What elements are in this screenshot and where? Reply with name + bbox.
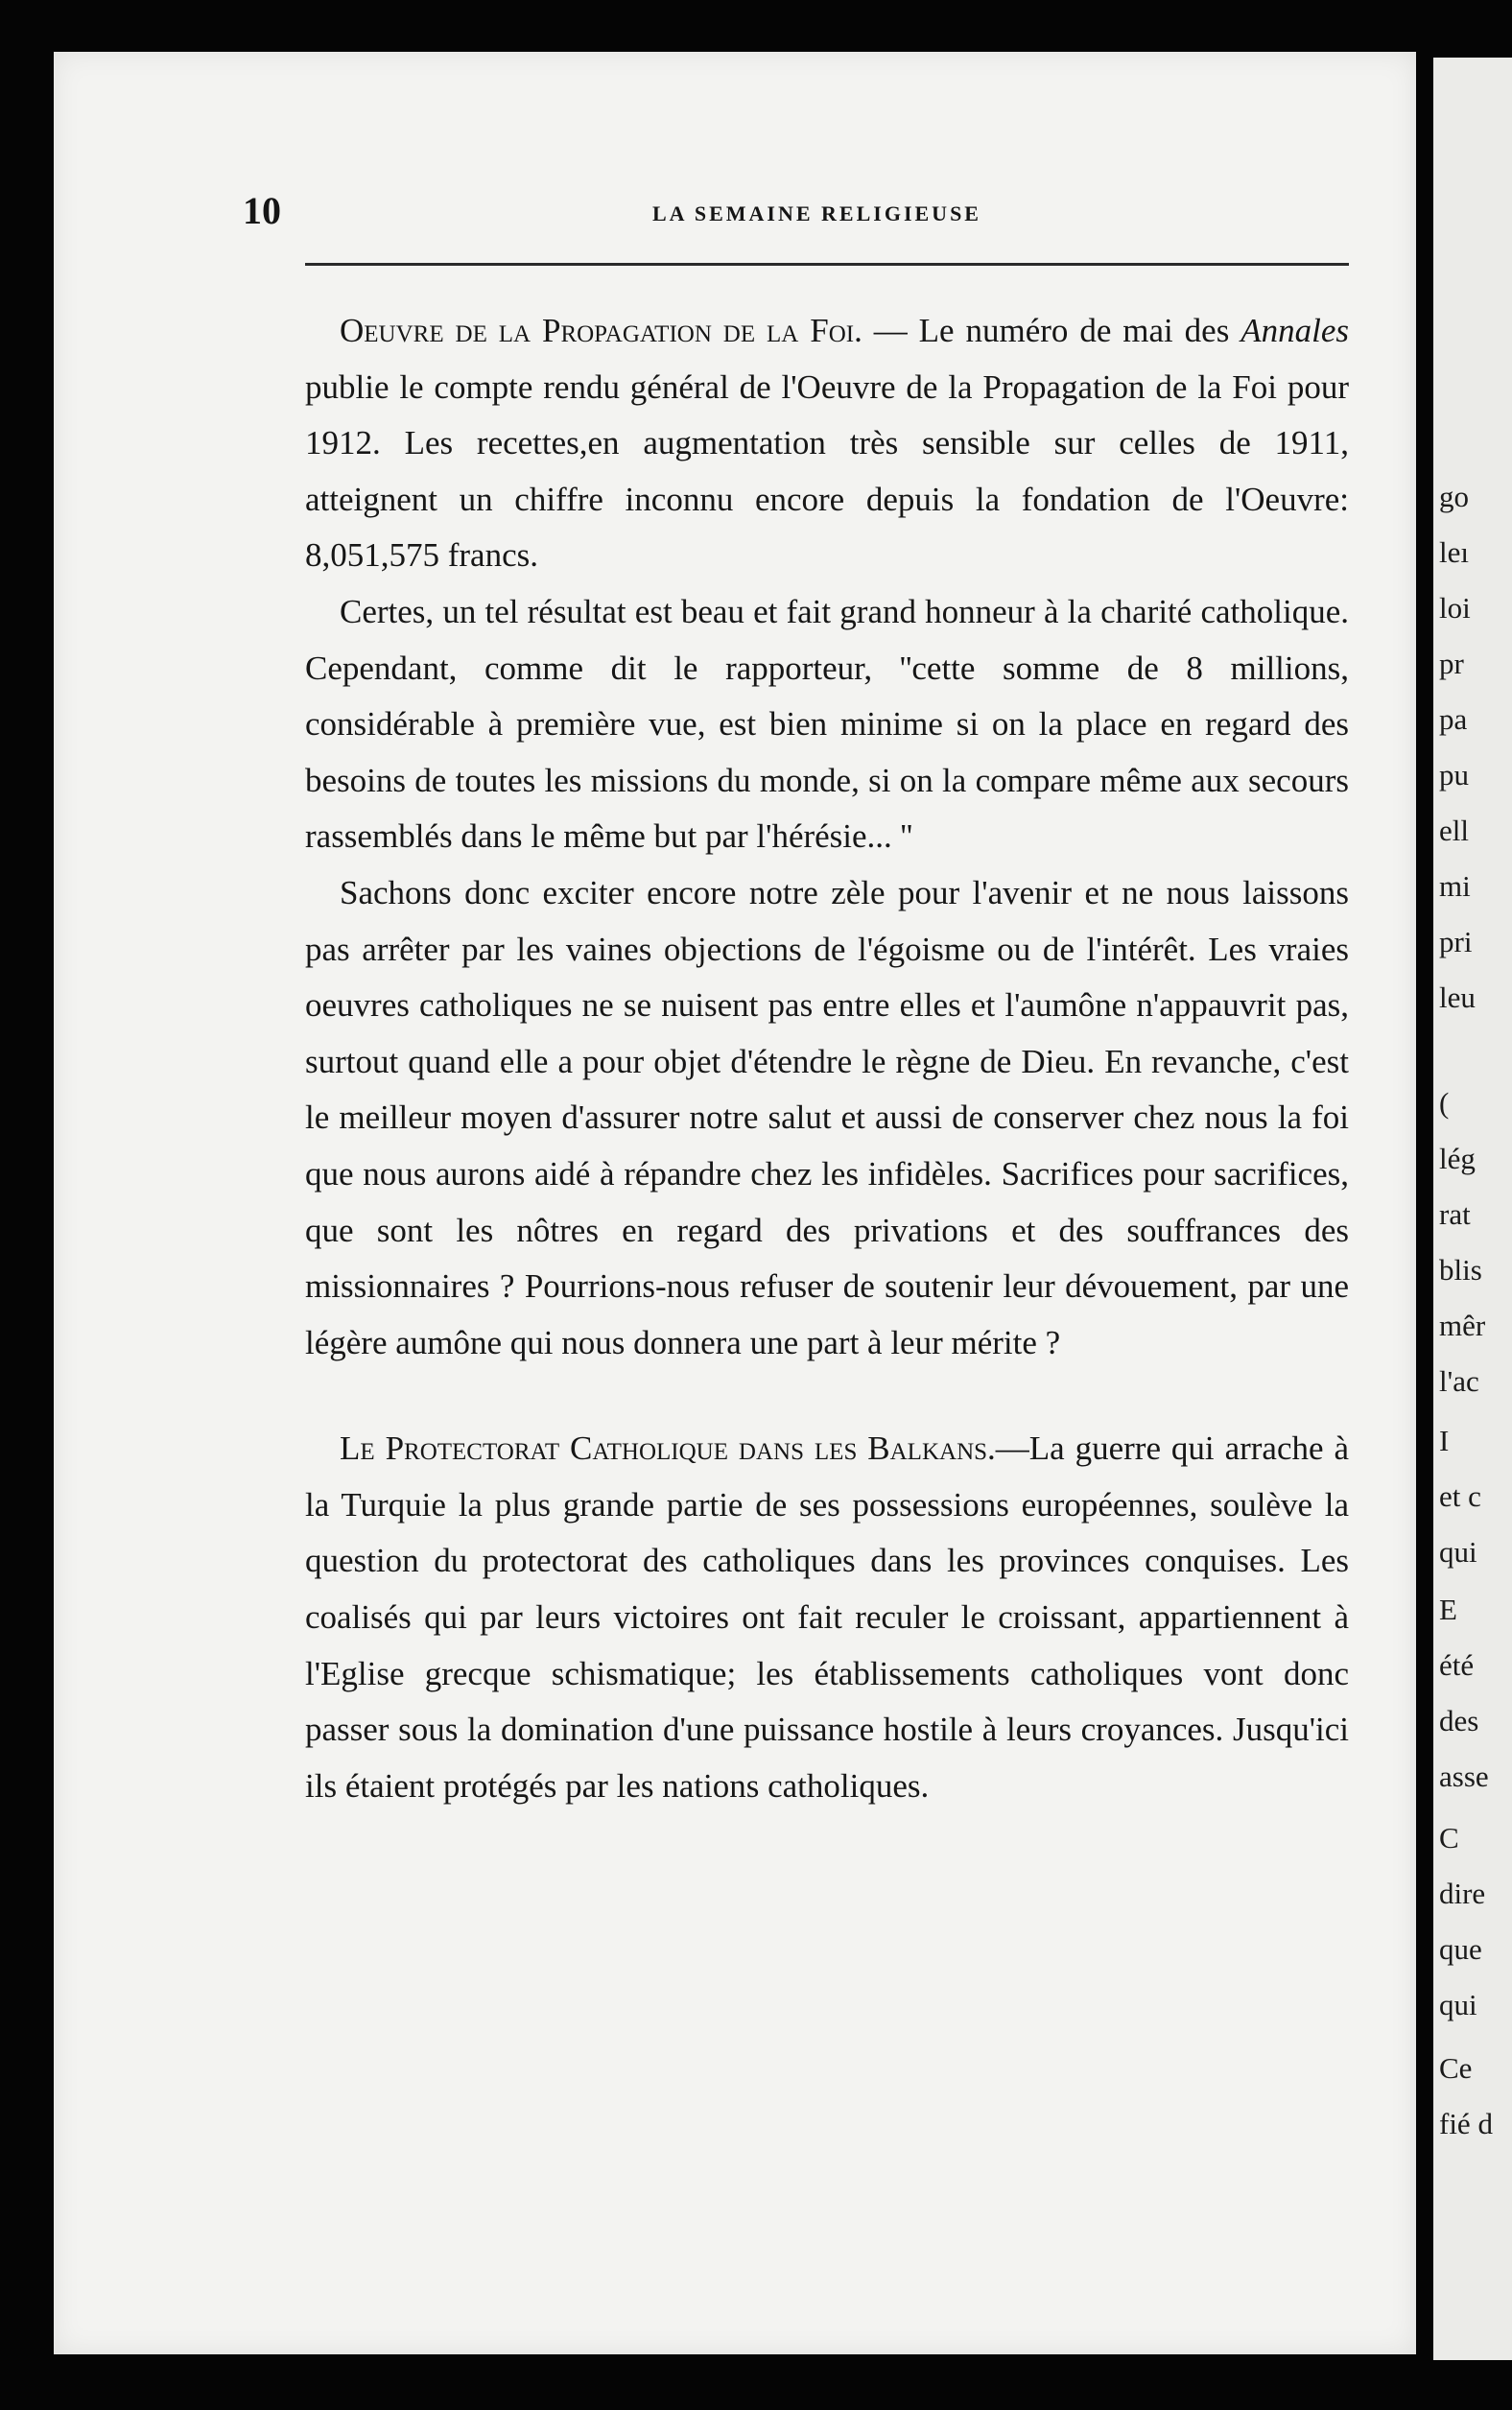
facing-fragment: go <box>1439 480 1469 513</box>
facing-fragment: leu <box>1439 981 1476 1014</box>
publication-title: Annales <box>1240 312 1349 349</box>
paragraph-text: — Le numéro de mai des <box>862 312 1241 349</box>
facing-fragment: que <box>1439 1932 1482 1966</box>
section-title: Le Protectorat Catholique dans les Balkans. <box>340 1429 996 1468</box>
facing-fragment: ( <box>1439 1086 1450 1120</box>
facing-fragment: pu <box>1439 758 1469 792</box>
facing-fragment: lég <box>1439 1142 1476 1175</box>
page-number: 10 <box>243 189 281 232</box>
facing-fragment: des <box>1439 1704 1479 1737</box>
facing-page-edge <box>1433 58 1512 2360</box>
running-title: LA SEMAINE RELIGIEUSE <box>652 201 981 225</box>
facing-fragment: rat <box>1439 1197 1471 1231</box>
facing-fragment: pa <box>1439 702 1468 736</box>
facing-fragment: qui <box>1439 1988 1477 2021</box>
facing-fragment: blis <box>1439 1253 1482 1287</box>
facing-fragment: E <box>1439 1593 1457 1626</box>
facing-fragment: C <box>1439 1821 1459 1855</box>
facing-fragment: I <box>1439 1424 1450 1457</box>
paragraph-protectorat <box>305 1421 1349 1814</box>
facing-fragment: mi <box>1439 869 1471 903</box>
facing-fragment: pr <box>1439 647 1464 680</box>
body-text <box>305 303 1349 1814</box>
facing-fragment: pri <box>1439 925 1473 958</box>
paragraph-text: —La guerre qui arrache à la Turquie la plus grande partie de ses possessions européennes, soulève la question du protectorat des catholiques dans les provinces conquises. Les coalisés qui par leurs victoires ont fait reculer le croissant, appartiennent à l'Eglise grecque schismatique; les établissements catholiques vont donc passer sous la domination d'une puissance hostile à leurs croyances. Jusqu'ici ils étaient protégés par les nations catholiques. <box>305 1429 1349 1805</box>
facing-fragment: ell <box>1439 814 1469 847</box>
facing-fragment: et c <box>1439 1479 1481 1513</box>
facing-fragment: mêr <box>1439 1309 1486 1342</box>
section-title: Oeuvre de la Propagation de la Foi. <box>340 312 862 349</box>
facing-fragment: fié d <box>1439 2107 1493 2140</box>
facing-fragment: loi <box>1439 591 1471 625</box>
facing-fragment: qui <box>1439 1535 1477 1569</box>
facing-fragment: été <box>1439 1648 1475 1682</box>
facing-fragment: asse <box>1439 1760 1489 1793</box>
paragraph-text: publie le compte rendu général de l'Oeuvre de la Propagation de la Foi pour 1912. Les recettes,en augmentation très sensible sur celles de 1911, atteignent un chiffre inconnu encore depuis la fondation de l'Oeuvre: 8,051,575 francs. <box>305 367 1349 575</box>
facing-fragment: Ce <box>1439 2051 1473 2085</box>
paragraph-propagation <box>305 303 1349 584</box>
paragraph-certes: Certes, un tel résultat est beau et fait grand honneur à la charité catholique. Cependant, comme dit le rapporteur, ''cette somme de 8 millions, considérable à première vue, est bien minime si on la place en regard des besoins de toutes les missions du monde, si on la compare même aux secours rassemblés dans le même but par l'hérésie... '' <box>305 592 1349 856</box>
facing-fragment: dire <box>1439 1877 1486 1910</box>
paragraph-sachons: Sachons donc exciter encore notre zèle pour l'avenir et ne nous laissons pas arrêter par les vaines objections de l'égoisme ou de l'intérêt. Les vraies oeuvres catholiques ne se nuisent pas entre elles et l'aumône n'appauvrit pas, surtout quand elle a pour objet d'étendre le règne de Dieu. En revanche, c'est le meilleur moyen d'assurer notre salut et aussi de conserver chez nous la foi que nous aurons aidé à répandre chez les infidèles. Sacrifices pour sacrifices, que sont les nôtres en regard des privations et des souffrances des missionnaires ? Pourrions-nous refuser de soutenir leur dévouement, par une légère aumône qui nous donnera une part à leur mérite ? <box>305 873 1349 1361</box>
facing-fragment: l'ac <box>1439 1364 1479 1398</box>
facing-fragment: leı <box>1439 535 1469 569</box>
header-rule <box>305 263 1349 266</box>
